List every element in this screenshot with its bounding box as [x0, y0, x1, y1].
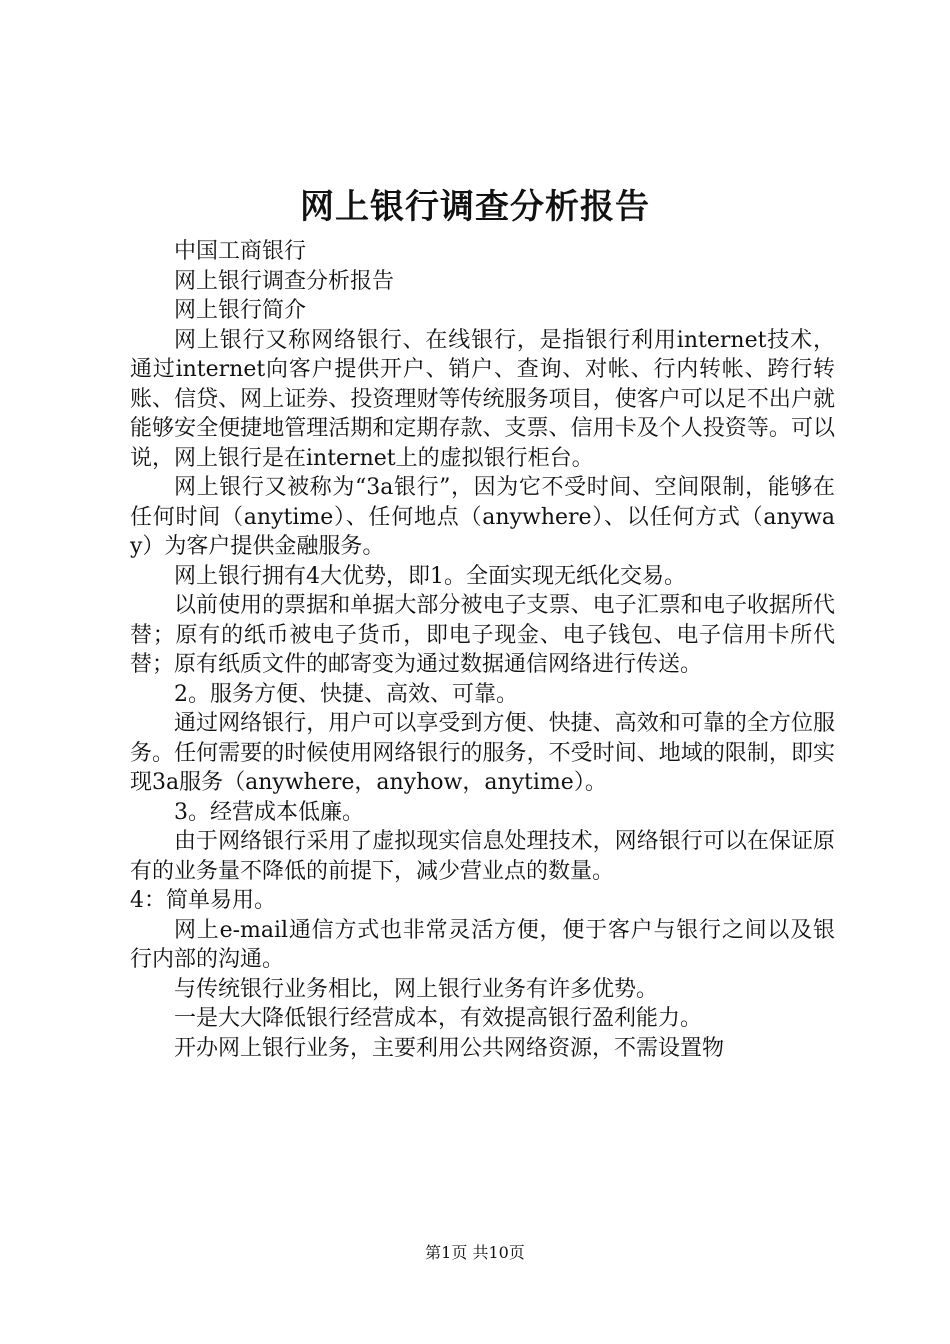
body-paragraph: 4：简单易用。 [130, 888, 276, 913]
page-indicator: 第1页 共10页 [425, 1243, 525, 1262]
body-paragraph: 网上银行又称网络银行、在线银行，是指银行利用internet技术，通过internet向客户提供开户、销户、查询、对帐、行内转帐、跨行转账、信贷、网上证券、投资理财等传统服务项目，使客户可以足不出户就能够安全便捷地管理活期和定期存款、支票、信用卡及个人投资等。可以说，网上银行是在internet上的虚拟银行柜台。 [130, 327, 835, 471]
document-body [130, 237, 835, 1063]
body-paragraph: 网上银行又被称为“3a银行”，因为它不受时间、空间限制，能够在任何时间（anytime）、任何地点（anywhere）、以任何方式（anyway）为客户提供金融服务。 [130, 475, 835, 559]
body-paragraph: 开办网上银行业务，主要利用公共网络资源，不需设置物 [174, 1035, 725, 1061]
body-paragraph: 由于网络银行采用了虚拟现实信息处理技术，网络银行可以在保证原有的业务量不降低的前提下，减少营业点的数量。 [130, 829, 835, 884]
body-paragraph: 通过网络银行，用户可以享受到方便、快捷、高效和可靠的全方位服务。任何需要的时候使用网络银行的服务，不受时间、地域的限制，即实现3a服务（anywhere，anyhow，anytime）。 [130, 711, 835, 795]
body-paragraph: 3。经营成本低廉。 [174, 799, 364, 825]
body-paragraph: 与传统银行业务相比，网上银行业务有许多优势。 [174, 976, 659, 1002]
body-paragraph: 一是大大降低银行经营成本，有效提高银行盈利能力。 [174, 1006, 703, 1031]
body-paragraph: 中国工商银行 [174, 239, 307, 264]
body-paragraph: 网上银行拥有4大优势，即1。全面实现无纸化交易。 [174, 563, 686, 589]
body-paragraph: 网上e-mail通信方式也非常灵活方便，便于客户与银行之间以及银行内部的沟通。 [130, 917, 835, 972]
body-paragraph: 2。服务方便、快捷、高效、可靠。 [174, 681, 518, 707]
body-paragraph: 网上银行简介 [174, 298, 307, 323]
document-title: 网上银行调查分析报告 [300, 187, 650, 227]
body-paragraph: 网上银行调查分析报告 [174, 268, 395, 294]
body-paragraph: 以前使用的票据和单据大部分被电子支票、电子汇票和电子收据所代替；原有的纸币被电子货币，即电子现金、电子钱包、电子信用卡所代替；原有纸质文件的邮寄变为通过数据通信网络进行传送。 [130, 593, 835, 677]
